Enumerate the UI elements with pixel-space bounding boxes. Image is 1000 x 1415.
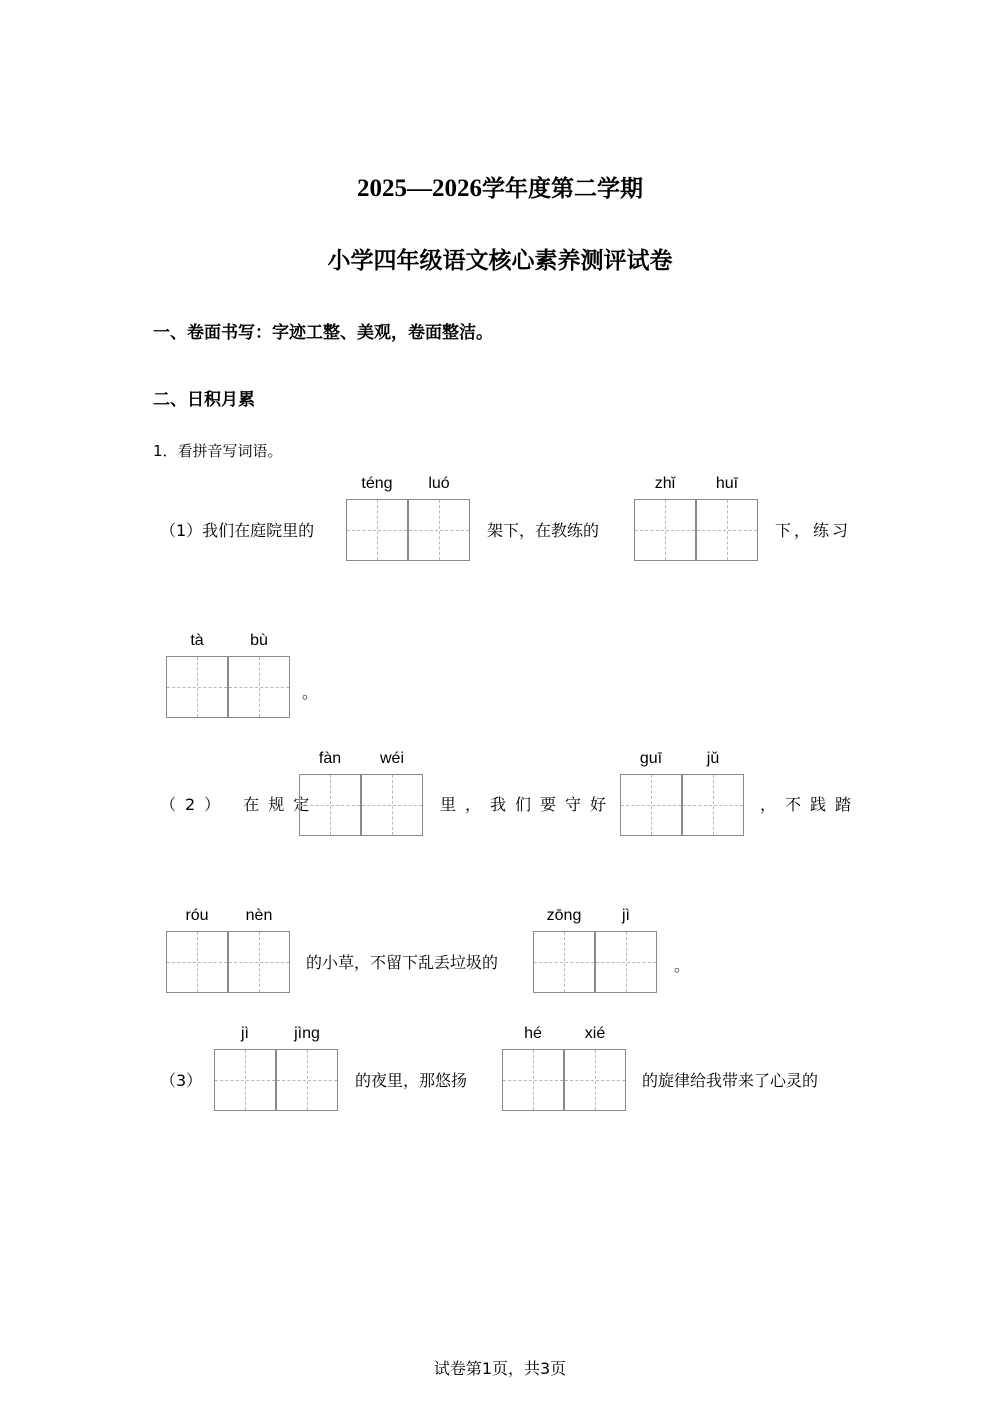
item1-text-4: 。 (302, 683, 319, 702)
item2-text-3: ，不践踏 (760, 795, 861, 814)
answer-box-ji-jing[interactable] (214, 1025, 338, 1111)
pinyin-label: zhǐ (654, 475, 676, 492)
section-two-heading: 二、日积月累 (153, 390, 255, 410)
tianzige-cell[interactable] (533, 931, 595, 993)
tianzige-cell[interactable] (408, 499, 470, 561)
pinyin-label: bù (250, 632, 268, 649)
pinyin-label: jì (622, 907, 630, 924)
pinyin-label: jì (241, 1025, 249, 1042)
item2-text-2: 里，我们要守好 (440, 795, 616, 814)
pinyin-label: hé (524, 1025, 542, 1042)
pinyin-label: jǔ (706, 750, 720, 767)
pinyin-label: guī (639, 750, 663, 767)
answer-box-gui-ju[interactable] (620, 750, 744, 836)
exam-title-term: 学年度第二学期 (482, 176, 643, 202)
section-one-heading: 一、卷面书写：字迹工整、美观，卷面整洁。 (153, 323, 493, 343)
pinyin-label: nèn (245, 907, 273, 924)
pinyin-label: wéi (379, 750, 404, 767)
tianzige-cell[interactable] (682, 774, 744, 836)
pinyin-label: zōng (546, 907, 582, 924)
exam-title-years: 2025—2026 (357, 175, 482, 202)
tianzige-cell[interactable] (595, 931, 657, 993)
item3-text-2: 的夜里，那悠扬 (355, 1071, 468, 1090)
tianzige-cell[interactable] (276, 1049, 338, 1111)
item3-text-3: 的旋律给我带来了心灵的 (642, 1071, 819, 1090)
pinyin-label: luó (428, 475, 450, 492)
pinyin-label: fàn (318, 750, 342, 767)
answer-box-zhi-hui[interactable] (634, 475, 758, 561)
pinyin-label: huī (715, 475, 739, 492)
answer-box-rou-nen[interactable] (166, 907, 290, 993)
pinyin-label: jìng (294, 1025, 320, 1042)
item2-text-1: （2） 在规定 (160, 795, 319, 814)
tianzige-cell[interactable] (228, 656, 290, 718)
page-footer: 试卷第1页，共3页 (433, 1359, 567, 1378)
tianzige-cell[interactable] (214, 1049, 276, 1111)
tianzige-cell[interactable] (166, 931, 228, 993)
item2-text-4: 的小草，不留下乱丢垃圾的 (306, 953, 499, 972)
pinyin-label: xié (584, 1025, 606, 1042)
answer-box-teng-luo[interactable] (346, 475, 470, 561)
exam-subtitle: 小学四年级语文核心素养测评试卷 (327, 248, 673, 274)
pinyin-label: tà (190, 632, 204, 649)
tianzige-cell[interactable] (620, 774, 682, 836)
tianzige-cell[interactable] (346, 499, 408, 561)
item1-text-1: （1）我们在庭院里的 (160, 521, 315, 540)
pinyin-label: róu (185, 907, 209, 924)
tianzige-cell[interactable] (634, 499, 696, 561)
tianzige-cell[interactable] (502, 1049, 564, 1111)
tianzige-cell[interactable] (228, 931, 290, 993)
answer-box-he-xie[interactable] (502, 1025, 626, 1111)
exam-title (0, 170, 1000, 203)
item1-text-3: 下，练习 (775, 521, 852, 540)
item2-text-5: 。 (674, 956, 691, 975)
tianzige-cell[interactable] (696, 499, 758, 561)
tianzige-cell[interactable] (299, 774, 361, 836)
answer-box-ta-bu[interactable] (166, 632, 290, 718)
answer-box-zong-ji[interactable] (533, 907, 657, 993)
tianzige-cell[interactable] (564, 1049, 626, 1111)
question-1-prompt: 1．看拼音写词语。 (153, 442, 283, 460)
answer-box-fan-wei[interactable] (299, 750, 423, 836)
tianzige-cell[interactable] (166, 656, 228, 718)
pinyin-label: téng (361, 475, 393, 492)
item3-text-1: （3） (160, 1071, 203, 1090)
tianzige-cell[interactable] (361, 774, 423, 836)
item1-text-2: 架下，在教练的 (487, 521, 600, 540)
